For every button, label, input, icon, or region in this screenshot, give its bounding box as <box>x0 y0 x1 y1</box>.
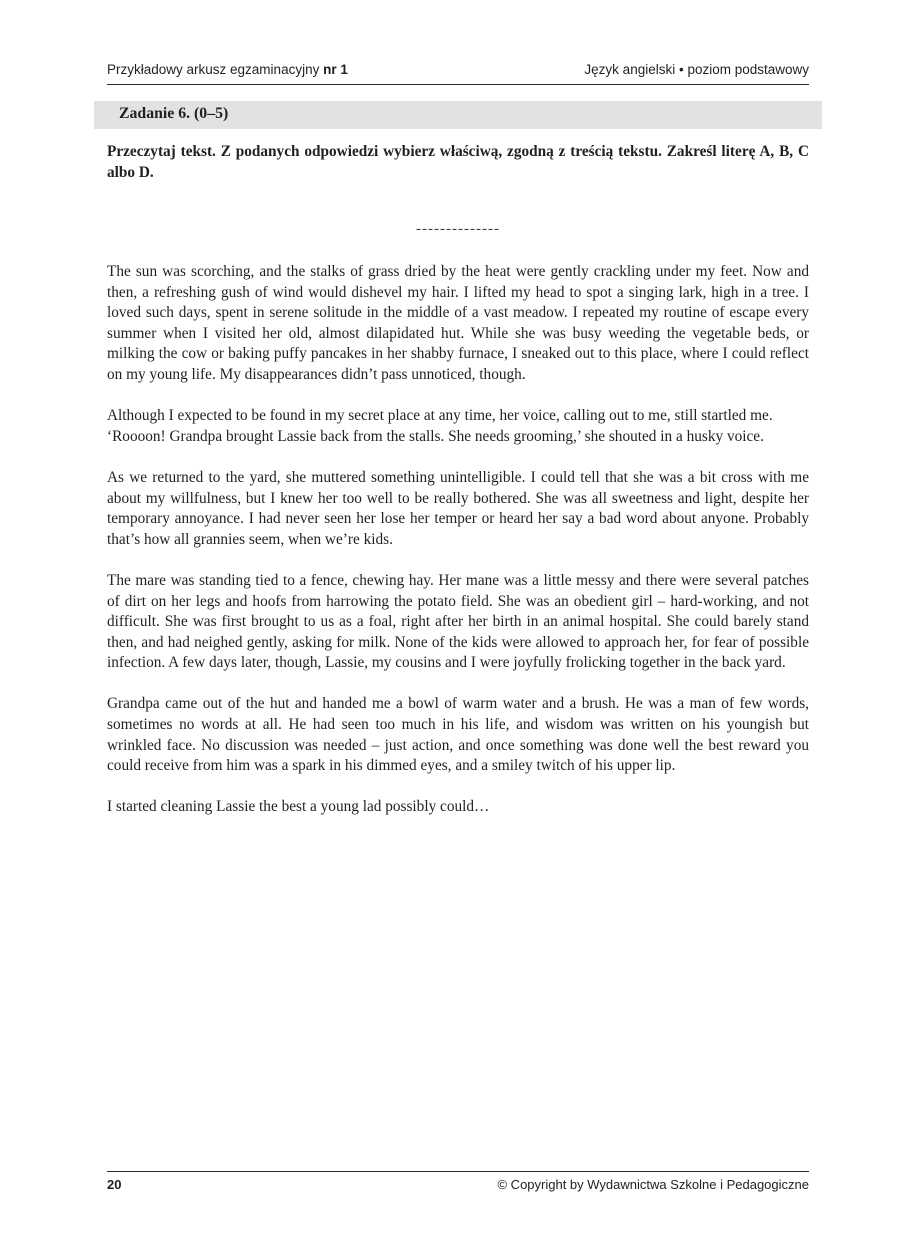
header-booklet-title: Przykładowy arkusz egzaminacyjny <box>107 62 324 77</box>
passage <box>107 262 809 818</box>
text-separator: -------------- <box>416 221 500 237</box>
page-footer <box>107 1171 809 1192</box>
passage-paragraph <box>107 262 809 386</box>
passage-text: The mare was standing tied to a fence, chewing hay. Her mane was a little messy and there were several patches of dirt on her legs and hoofs from harrowing the potato field. She was an obedient girl – hard-working, and not difficult. She was first brought to us as a foal, right after her birth in an animal hospital. She could barely stand then, and had neighed gently, asking for milk. None of the kids were allowed to approach her, for fear of possible infection. A few days later, though, Lassie, my cousins and I were joyfully frolicking together in the back yard. <box>107 571 809 672</box>
header-booklet-number: nr 1 <box>323 62 348 77</box>
header-left <box>107 62 348 77</box>
passage-paragraph <box>107 797 809 818</box>
passage-paragraph <box>107 694 809 776</box>
page-content <box>107 0 809 839</box>
page-header <box>107 0 809 85</box>
passage-text: As we returned to the yard, she muttered something unintelligible. I could tell that she was a bit cross with me about my willfulness, but I knew her too well to be really bothered. She was all sweetness and light, despite her temporary annoyance. I had never seen her lose her temper or heard her say a bad word about anyone. Probably that’s how all grannies seem, when we’re kids. <box>107 468 809 548</box>
passage-text: I started cleaning Lassie the best a young lad possibly could… <box>107 798 490 816</box>
copyright-notice: © Copyright by Wydawnictwa Szkolne i Pedagogiczne <box>497 1177 809 1192</box>
passage-paragraph <box>107 468 809 550</box>
passage-text: Grandpa came out of the hut and handed me a bowl of warm water and a brush. He was a man of few words, sometimes no words at all. He had seen too much in his life, and wisdom was written on his youngish but wrinkled face. No discussion was needed – just action, and once something was done well the best reward you could receive from him was a spark in his dimmed eyes, and a smiley twitch of his upper lip. <box>107 695 809 775</box>
header-right: Język angielski • poziom podstawowy <box>584 62 809 77</box>
task-banner: Zadanie 6. (0–5) <box>94 101 822 129</box>
passage-text: The sun was scorching, and the stalks of grass dried by the heat were gently crackling under my feet. Now and then, a refreshing gush of wind would dishevel my hair. I lifted my head to spot a singing lark, high in a tree. I loved such days, spent in serene solitude in the middle of a vast meadow. I repeated my routine of escape every summer when I visited her old, almost dilapidated hut. While she was busy weeding the vegetable beds, or milking the cow or baking puffy pancakes in her shabby furnace, I sneaked out to this place, where I could reflect on my young life. My disappearances didn’t pass unnoticed, though. <box>107 263 809 383</box>
passage-paragraph <box>107 406 809 447</box>
passage-text: Although I expected to be found in my secret place at any time, her voice, calling out to me, still startled me. <box>107 407 773 425</box>
passage-paragraph <box>107 571 809 674</box>
page-number: 20 <box>107 1177 122 1192</box>
task-instruction: Przeczytaj tekst. Z podanych odpowiedzi wybierz właściwą, zgodną z treścią tekstu. Zakreśl literę A, B, C albo D. <box>107 143 809 181</box>
passage-text: ‘Roooon! Grandpa brought Lassie back from the stalls. She needs grooming,’ she shouted in a husky voice. <box>107 427 764 445</box>
